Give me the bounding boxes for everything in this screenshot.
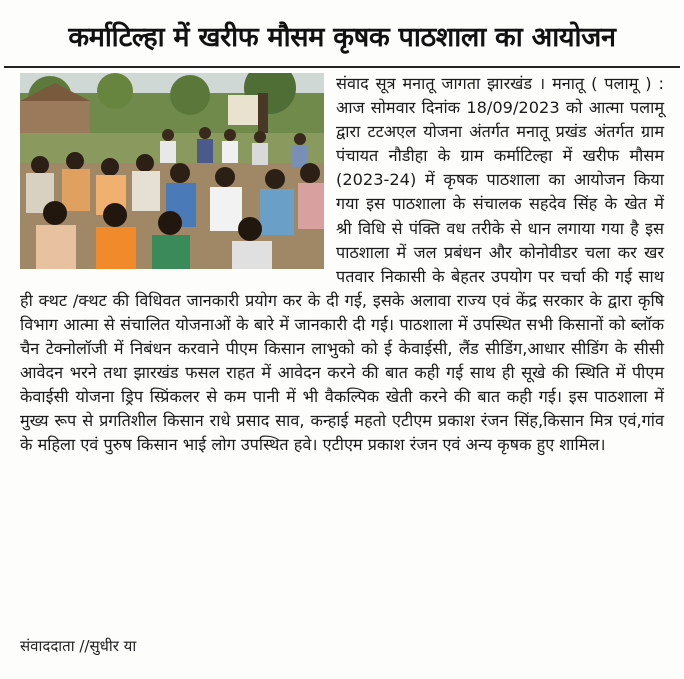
photo-wrap-spacer [20,72,336,288]
article-headline: कर्माटिल्हा में खरीफ मौसम कृषक पाठशाला का आयोजन [68,21,616,53]
headline-divider [4,66,680,68]
article-body [20,72,664,458]
article-body-text: संवाद सूत्र मनातू जागता झारखंड । मनातू ( पलामू ) : आज सोमवार दिनांक 18/09/2023 को आत्मा पलामू द्वारा टटअएल योजना अंतर्गत मनातू प्रखंड अंतर्गत ग्राम पंचायत नौडीहा के ग्राम कर्माटिल्हा में खरीफ मौसम (2023-24) में कृषक पाठशाला का आयोजन किया गया इस पाठशाला के संचालक सहदेव सिंह के खेत में श्री विधि से पंक्ति वध तरीके से धान लगाया गया है इस पाठशाला में जल प्रबंधन और कोनोवीडर चला कर खर पतवार निकासी के बेहतर उपयोग पर चर्चा की गई साथ ही क्थट /क्थट की विधिवत जानकारी प्रयोग कर के दी गई, इसके अलावा राज्य एवं केंद्र सरकार के द्वारा कृषि विभाग आत्मा से संचालित योजनाओं के बारे में जानकारी दी गई। पाठशाला में उपस्थित सभी किसानों को ब्लॉक चैन टेक्नोलॉजी में निबंधन करवाने पीएम किसान लाभुको को ई केवाईसी, लैंड सीडिंग,आधार सीडिंग के सीसी आवेदन भरने तथा झारखंड फसल राहत में आवेदन करने की बात कही गई साथ ही सूखे की स्थिति में पीएम केवाईसी योजना ड्रिप स्प्रिंकलर से कम पानी में भी वैकल्पिक खेती करने की बात कही गई। इस पाठशाला में मुख्य रूप से प्रगतिशील किसान राधे प्रसाद साव, कन्हाई महतो एटीएम प्रकाश रंजन सिंह,किसान मित्र एवं,गांव के महिला एवं पुरुष किसान भाई लोग उपस्थित हवे। एटीएम प्रकाश रंजन एवं अन्य कृषक हुए शामिल। [20,74,664,455]
article-byline: संवाददाता //सुधीर या [20,637,137,655]
